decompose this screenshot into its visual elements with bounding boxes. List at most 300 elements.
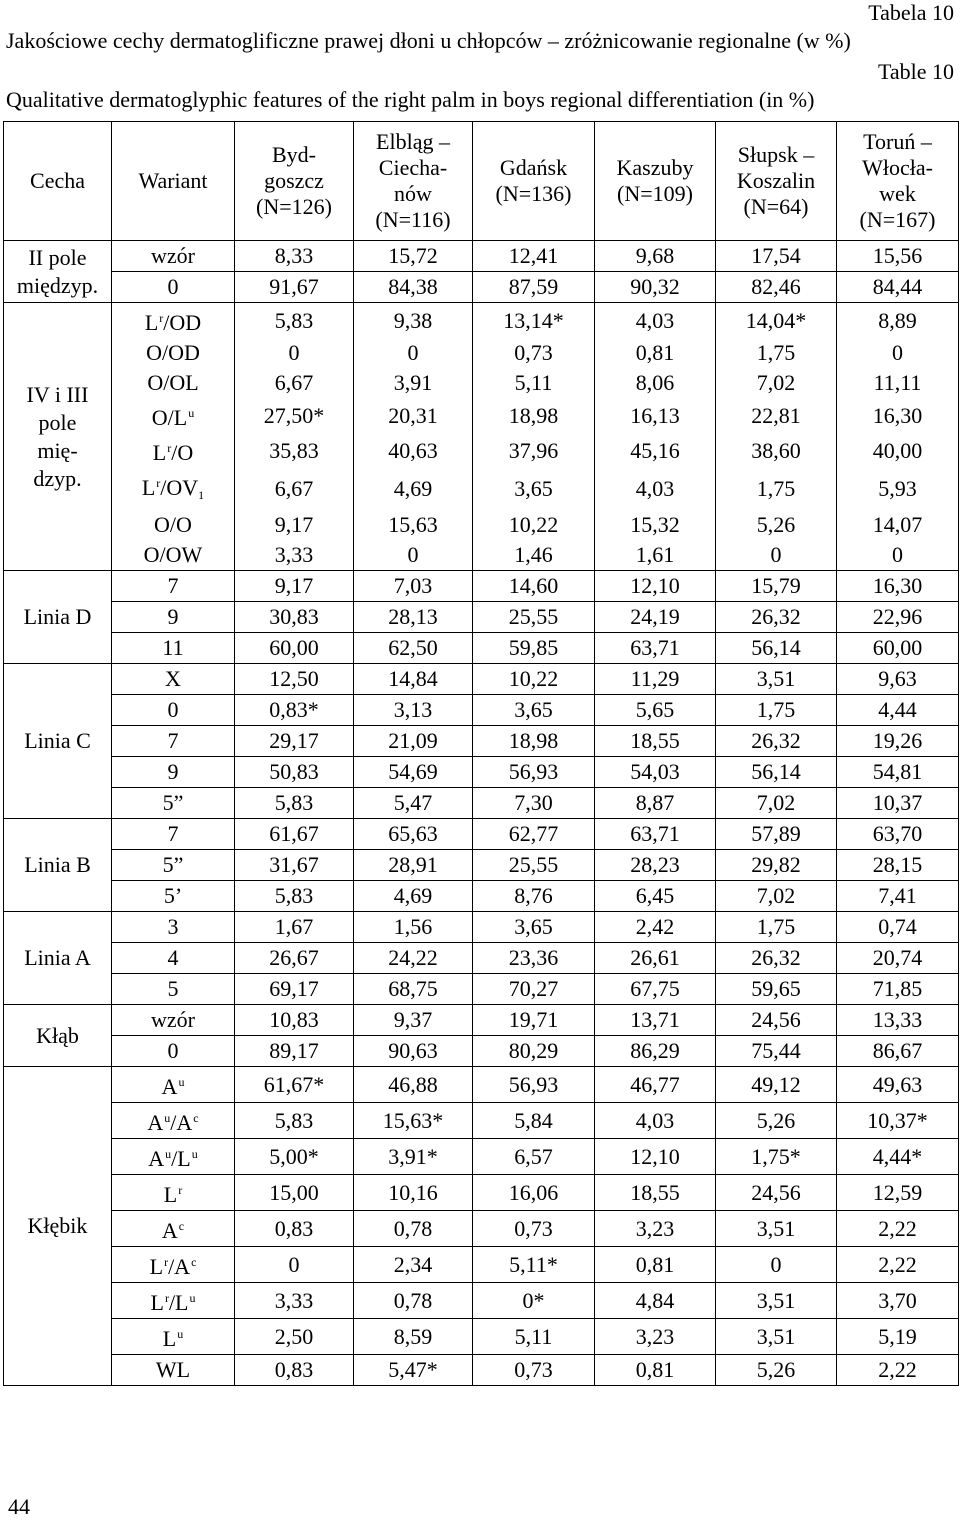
value-cell: 0,81 — [595, 1247, 716, 1283]
feature-label-line: Linia A — [24, 945, 91, 970]
variant-sup: r — [164, 1255, 169, 1269]
value-cell: 56,14 — [716, 757, 837, 788]
table-row — [4, 1103, 959, 1139]
value-cell: 0,83 — [235, 1355, 354, 1386]
value-cell: 14,60 — [473, 571, 595, 602]
value-cell: 3,91 — [354, 368, 473, 398]
value-cell: 29,82 — [716, 850, 837, 881]
value-cell: 0 — [354, 338, 473, 368]
value-cell: 21,09 — [354, 726, 473, 757]
variant-cell — [112, 1103, 235, 1139]
value-cell: 1,75 — [716, 338, 837, 368]
value-cell: 13,33 — [837, 1005, 959, 1036]
value-cell: 62,77 — [473, 819, 595, 850]
value-cell: 56,93 — [473, 757, 595, 788]
value-cell: 7,03 — [354, 571, 473, 602]
value-cell: 56,93 — [473, 1067, 595, 1103]
value-cell: 4,03 — [595, 468, 716, 510]
header-line: (N=126) — [256, 194, 332, 219]
table-row — [4, 510, 959, 540]
feature-label-line: Kłębik — [27, 1213, 88, 1238]
value-cell: 12,10 — [595, 571, 716, 602]
value-cell: 2,22 — [837, 1247, 959, 1283]
value-cell: 5,26 — [716, 1103, 837, 1139]
variant-sup2: u — [189, 1291, 196, 1305]
value-cell: 6,45 — [595, 881, 716, 912]
table-row — [4, 695, 959, 726]
variant-cell — [112, 633, 235, 664]
variant-sup2: c — [191, 1255, 197, 1269]
header-slupsk — [716, 122, 837, 241]
value-cell: 5,11 — [473, 1319, 595, 1355]
table-number-en: Table 10 — [877, 59, 954, 84]
variant-base: wzór — [151, 1007, 195, 1032]
feature-group-label — [4, 912, 112, 1005]
variant-base: 11 — [162, 635, 184, 660]
value-cell: 0 — [837, 540, 959, 571]
variant-cell — [112, 338, 235, 368]
header-line: (N=109) — [617, 181, 693, 206]
variant-sup: u — [177, 1327, 184, 1341]
table-body — [4, 241, 959, 1386]
table-title-pl: Jakościowe cechy dermatoglificzne prawej dłoni u chłopców – zróżnicowanie regionalne (w %) — [6, 28, 851, 53]
table-row — [4, 974, 959, 1005]
value-cell: 3,33 — [235, 540, 354, 571]
feature-label-line: dzyp. — [33, 465, 82, 491]
value-cell: 16,06 — [473, 1175, 595, 1211]
table-row — [4, 1247, 959, 1283]
value-cell: 9,68 — [595, 241, 716, 272]
value-cell: 6,57 — [473, 1139, 595, 1175]
variant-cell — [112, 571, 235, 602]
value-cell: 16,13 — [595, 398, 716, 433]
value-cell: 4,44 — [837, 695, 959, 726]
variant-base: X — [165, 666, 181, 691]
value-cell: 2,50 — [235, 1319, 354, 1355]
value-cell: 4,69 — [354, 468, 473, 510]
value-cell: 2,22 — [837, 1355, 959, 1386]
variant-base: 5” — [162, 852, 184, 877]
value-cell: 57,89 — [716, 819, 837, 850]
value-cell: 1,61 — [595, 540, 716, 571]
variant-cell — [112, 788, 235, 819]
header-line: Elbląg – — [376, 129, 450, 154]
table-row — [4, 571, 959, 602]
variant-cell — [112, 912, 235, 943]
variant-cell — [112, 850, 235, 881]
value-cell: 61,67* — [235, 1067, 354, 1103]
value-cell: 4,44* — [837, 1139, 959, 1175]
variant-cell — [112, 881, 235, 912]
value-cell: 24,22 — [354, 943, 473, 974]
value-cell: 5,47 — [354, 788, 473, 819]
table-row — [4, 338, 959, 368]
variant-base: wzór — [151, 243, 195, 268]
feature-label-line: Linia C — [24, 728, 91, 753]
table-row — [4, 1139, 959, 1175]
value-cell: 7,02 — [716, 881, 837, 912]
variant-cell — [112, 272, 235, 303]
variant-cell — [112, 1036, 235, 1067]
variant-cell — [112, 1175, 235, 1211]
variant-base: O/OW — [143, 542, 203, 567]
variant-cell — [112, 757, 235, 788]
header-line: Koszalin — [736, 168, 816, 193]
value-cell: 60,00 — [837, 633, 959, 664]
value-cell: 28,13 — [354, 602, 473, 633]
variant-base: A — [148, 1146, 165, 1171]
value-cell: 17,54 — [716, 241, 837, 272]
header-line: (N=64) — [743, 194, 809, 219]
value-cell: 59,85 — [473, 633, 595, 664]
variant-sup2: u — [191, 1147, 198, 1161]
header-line: wek — [879, 181, 916, 206]
value-cell: 0,73 — [473, 1355, 595, 1386]
value-cell: 5,19 — [837, 1319, 959, 1355]
variant-cell — [112, 602, 235, 633]
value-cell: 5,83 — [235, 303, 354, 339]
feature-group-label — [4, 1005, 112, 1067]
value-cell: 0* — [473, 1283, 595, 1319]
variant-cell — [112, 303, 235, 339]
header-bydgoszcz — [235, 122, 354, 241]
value-cell: 24,56 — [716, 1175, 837, 1211]
table-row — [4, 1067, 959, 1103]
variant-sup2: c — [193, 1111, 199, 1125]
value-cell: 10,22 — [473, 510, 595, 540]
value-cell: 60,00 — [235, 633, 354, 664]
value-cell: 5,93 — [837, 468, 959, 510]
header-line: Kaszuby — [616, 155, 694, 180]
value-cell: 37,96 — [473, 433, 595, 468]
value-cell: 18,98 — [473, 726, 595, 757]
value-cell: 15,32 — [595, 510, 716, 540]
value-cell: 62,50 — [354, 633, 473, 664]
value-cell: 5,65 — [595, 695, 716, 726]
value-cell: 7,02 — [716, 368, 837, 398]
value-cell: 26,61 — [595, 943, 716, 974]
header-line: nów — [394, 181, 432, 206]
value-cell: 25,55 — [473, 602, 595, 633]
variant-base: 3 — [167, 914, 179, 939]
value-cell: 1,75 — [716, 695, 837, 726]
variant-cell — [112, 819, 235, 850]
value-cell: 0 — [235, 1247, 354, 1283]
feature-label-line: Kłąb — [36, 1022, 79, 1048]
feature-label-line: II pole — [28, 244, 87, 270]
value-cell: 4,03 — [595, 1103, 716, 1139]
value-cell: 0,78 — [354, 1211, 473, 1247]
value-cell: 9,17 — [235, 571, 354, 602]
value-cell: 18,98 — [473, 398, 595, 433]
value-cell: 1,75 — [716, 912, 837, 943]
value-cell: 16,30 — [837, 398, 959, 433]
value-cell: 65,63 — [354, 819, 473, 850]
variant-sup: u — [178, 1075, 185, 1089]
table-row — [4, 540, 959, 571]
value-cell: 15,79 — [716, 571, 837, 602]
value-cell: 23,36 — [473, 943, 595, 974]
value-cell: 3,23 — [595, 1211, 716, 1247]
table-row — [4, 602, 959, 633]
variant-cell — [112, 664, 235, 695]
value-cell: 0 — [716, 1247, 837, 1283]
value-cell: 1,75 — [716, 468, 837, 510]
variant-base: L — [144, 310, 159, 335]
value-cell: 59,65 — [716, 974, 837, 1005]
table-row — [4, 433, 959, 468]
value-cell: 20,31 — [354, 398, 473, 433]
header-line: (N=116) — [375, 207, 451, 232]
variant-base: WL — [155, 1357, 191, 1382]
value-cell: 89,17 — [235, 1036, 354, 1067]
value-cell: 0,83* — [235, 695, 354, 726]
value-cell: 26,32 — [716, 726, 837, 757]
variant-base: 7 — [167, 821, 179, 846]
table-title-en: Qualitative dermatoglyphic features of the right palm in boys regional differentiation (in %) — [6, 87, 815, 112]
value-cell: 9,37 — [354, 1005, 473, 1036]
variant-tail: /O — [171, 440, 194, 465]
value-cell: 87,59 — [473, 272, 595, 303]
value-cell: 25,55 — [473, 850, 595, 881]
table-row — [4, 241, 959, 272]
value-cell: 7,41 — [837, 881, 959, 912]
value-cell: 2,42 — [595, 912, 716, 943]
value-cell: 69,17 — [235, 974, 354, 1005]
value-cell: 26,67 — [235, 943, 354, 974]
value-cell: 5,47* — [354, 1355, 473, 1386]
variant-cell — [112, 1005, 235, 1036]
variant-cell — [112, 1283, 235, 1319]
value-cell: 86,67 — [837, 1036, 959, 1067]
value-cell: 11,29 — [595, 664, 716, 695]
value-cell: 5,84 — [473, 1103, 595, 1139]
table-row — [4, 1175, 959, 1211]
variant-cell — [112, 726, 235, 757]
table-row — [4, 850, 959, 881]
value-cell: 46,88 — [354, 1067, 473, 1103]
value-cell: 82,46 — [716, 272, 837, 303]
data-table — [3, 121, 959, 1386]
variant-base: 0 — [167, 697, 179, 722]
header-line: Włocła- — [862, 155, 933, 180]
variant-cell — [112, 510, 235, 540]
value-cell: 22,81 — [716, 398, 837, 433]
variant-cell — [112, 398, 235, 433]
value-cell: 19,26 — [837, 726, 959, 757]
value-cell: 49,12 — [716, 1067, 837, 1103]
value-cell: 1,67 — [235, 912, 354, 943]
value-cell: 54,69 — [354, 757, 473, 788]
variant-base: A — [161, 1218, 178, 1243]
value-cell: 27,50* — [235, 398, 354, 433]
value-cell: 3,51 — [716, 1283, 837, 1319]
table-row — [4, 368, 959, 398]
value-cell: 8,59 — [354, 1319, 473, 1355]
variant-tail: /OV — [160, 475, 199, 500]
variant-cell — [112, 1139, 235, 1175]
value-cell: 63,71 — [595, 819, 716, 850]
value-cell: 10,37* — [837, 1103, 959, 1139]
value-cell: 5,26 — [716, 510, 837, 540]
header-wariant: Wariant — [112, 122, 235, 241]
value-cell: 2,34 — [354, 1247, 473, 1283]
variant-base: 5’ — [163, 883, 183, 908]
variant-sup: u — [165, 1147, 172, 1161]
value-cell: 12,59 — [837, 1175, 959, 1211]
feature-group-label — [4, 241, 112, 303]
variant-cell — [112, 1319, 235, 1355]
value-cell: 7,02 — [716, 788, 837, 819]
value-cell: 0,73 — [473, 338, 595, 368]
variant-cell — [112, 943, 235, 974]
header-line: (N=167) — [859, 207, 936, 232]
table-row — [4, 664, 959, 695]
value-cell: 24,19 — [595, 602, 716, 633]
value-cell: 16,30 — [837, 571, 959, 602]
variant-cell — [112, 468, 235, 510]
feature-group-label — [4, 664, 112, 819]
feature-label-line: mię- — [37, 437, 78, 463]
value-cell: 24,56 — [716, 1005, 837, 1036]
variant-sup: r — [156, 476, 161, 490]
header-gdansk — [473, 122, 595, 241]
value-cell: 13,14* — [473, 303, 595, 339]
value-cell: 0,83 — [235, 1211, 354, 1247]
value-cell: 0,74 — [837, 912, 959, 943]
value-cell: 14,07 — [837, 510, 959, 540]
table-row — [4, 468, 959, 510]
variant-cell — [112, 1067, 235, 1103]
value-cell: 15,63 — [354, 510, 473, 540]
variant-cell — [112, 241, 235, 272]
value-cell: 14,04* — [716, 303, 837, 339]
value-cell: 19,71 — [473, 1005, 595, 1036]
value-cell: 15,63* — [354, 1103, 473, 1139]
value-cell: 28,15 — [837, 850, 959, 881]
variant-sup: r — [178, 1183, 183, 1197]
variant-base: A — [161, 1074, 178, 1099]
value-cell: 2,22 — [837, 1211, 959, 1247]
value-cell: 86,29 — [595, 1036, 716, 1067]
header-elblag — [354, 122, 473, 241]
value-cell: 50,83 — [235, 757, 354, 788]
variant-cell — [112, 974, 235, 1005]
table-row — [4, 943, 959, 974]
value-cell: 3,51 — [716, 1319, 837, 1355]
table-row — [4, 633, 959, 664]
feature-label-line: pole — [38, 409, 77, 435]
value-cell: 29,17 — [235, 726, 354, 757]
variant-tail: /A — [168, 1254, 191, 1279]
value-cell: 3,51 — [716, 1211, 837, 1247]
table-row — [4, 757, 959, 788]
variant-base: L — [149, 1254, 164, 1279]
value-cell: 26,32 — [716, 602, 837, 633]
value-cell: 12,50 — [235, 664, 354, 695]
value-cell: 13,71 — [595, 1005, 716, 1036]
table-row — [4, 1036, 959, 1067]
header-line: Toruń – — [863, 129, 932, 154]
variant-base: O/L — [151, 405, 188, 430]
value-cell: 46,77 — [595, 1067, 716, 1103]
variant-base: L — [163, 1182, 178, 1207]
value-cell: 0 — [837, 338, 959, 368]
value-cell: 22,96 — [837, 602, 959, 633]
value-cell: 91,67 — [235, 272, 354, 303]
variant-base: 0 — [167, 1038, 179, 1063]
table-row — [4, 1319, 959, 1355]
value-cell: 28,91 — [354, 850, 473, 881]
value-cell: 5,26 — [716, 1355, 837, 1386]
value-cell: 3,70 — [837, 1283, 959, 1319]
table-row — [4, 272, 959, 303]
value-cell: 3,23 — [595, 1319, 716, 1355]
value-cell: 90,32 — [595, 272, 716, 303]
variant-cell — [112, 433, 235, 468]
value-cell: 80,29 — [473, 1036, 595, 1067]
value-cell: 8,89 — [837, 303, 959, 339]
table-row — [4, 1005, 959, 1036]
value-cell: 71,85 — [837, 974, 959, 1005]
variant-cell — [112, 695, 235, 726]
value-cell: 3,65 — [473, 912, 595, 943]
value-cell: 18,55 — [595, 726, 716, 757]
variant-base: 5 — [167, 976, 179, 1001]
value-cell: 70,27 — [473, 974, 595, 1005]
value-cell: 5,11 — [473, 368, 595, 398]
value-cell: 10,16 — [354, 1175, 473, 1211]
value-cell: 3,91* — [354, 1139, 473, 1175]
variant-sup: u — [188, 406, 195, 420]
variant-sup: c — [178, 1219, 185, 1233]
value-cell: 63,70 — [837, 819, 959, 850]
value-cell: 84,44 — [837, 272, 959, 303]
variant-sup: r — [167, 441, 172, 455]
value-cell: 28,23 — [595, 850, 716, 881]
variant-sub: 1 — [198, 488, 205, 502]
table-row — [4, 303, 959, 339]
value-cell: 8,33 — [235, 241, 354, 272]
feature-group-label — [4, 303, 112, 571]
value-cell: 3,65 — [473, 468, 595, 510]
variant-base: O/OD — [146, 340, 200, 365]
value-cell: 11,11 — [837, 368, 959, 398]
variant-sup: u — [164, 1111, 171, 1125]
value-cell: 5,00* — [235, 1139, 354, 1175]
variant-cell — [112, 1247, 235, 1283]
value-cell: 8,06 — [595, 368, 716, 398]
variant-cell — [112, 1211, 235, 1247]
header-line: (N=136) — [495, 181, 572, 206]
value-cell: 4,84 — [595, 1283, 716, 1319]
table-row — [4, 881, 959, 912]
value-cell: 84,38 — [354, 272, 473, 303]
feature-label-line: międzyp. — [16, 272, 99, 298]
header-line: Gdańsk — [499, 155, 568, 180]
table-row — [4, 1355, 959, 1386]
variant-base: 7 — [167, 573, 179, 598]
value-cell: 10,83 — [235, 1005, 354, 1036]
value-cell: 0,78 — [354, 1283, 473, 1319]
value-cell: 1,75* — [716, 1139, 837, 1175]
value-cell: 18,55 — [595, 1175, 716, 1211]
variant-base: 9 — [167, 759, 179, 784]
value-cell: 49,63 — [837, 1067, 959, 1103]
variant-base: 0 — [167, 274, 179, 299]
variant-base: A — [147, 1110, 164, 1135]
value-cell: 0 — [716, 540, 837, 571]
